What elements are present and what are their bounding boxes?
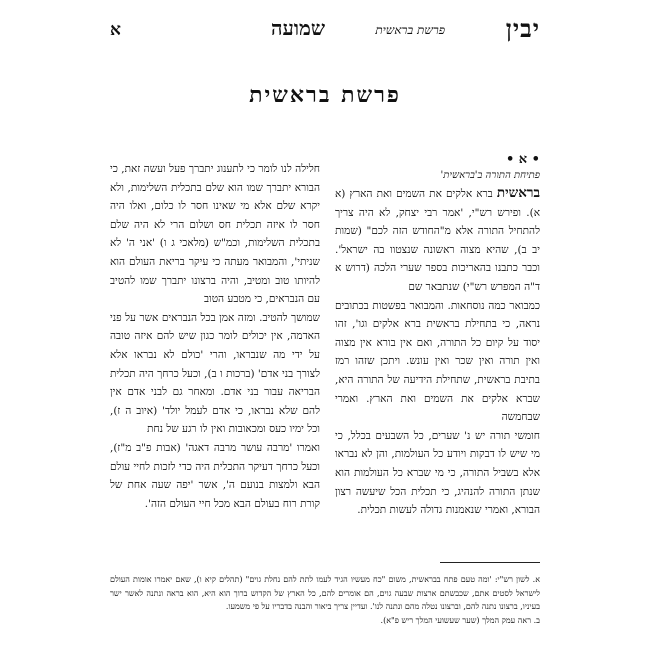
footnote: ב. ראה עמק המלך (שער שעשועי המלך ריש פ"א). [380,615,540,625]
header-parasha: פרשת בראשית [375,23,445,37]
paragraph: שמושך להטיב. ומזה אמן בכל הנבראים אשר על פני האדמה, אין יכולים לומר כגון שיש להם איזה טובה על ידי מה שנבראו, והרי 'כולם לא נבראו אלא לצורך בני אדם' (ברכות ו ב), וכעל כרחך היה תכלית הבריאה עבור בני אדם. ומאחר גם לבני אדם אין להם שלא נבראו, כי אדם לעמל יולד' (איוב ה ז), וכל ימיו כעס ומכאובות ואין לו רגע של נחת [110,311,320,436]
left-column [110,160,320,513]
header-title: יבין [505,14,540,43]
section-subtitle: פתיחת התורה ב'בראשית' [440,170,540,181]
footnote: א. לשון רש"י: 'ומה טעם פתח בבראשית, משום "כח מעשיו הגיד לעמו לתת להם נחלת גוים" (תהלים קיא ו), שאם יאמרו אומות העולם לישראל לסטים אתם, שכבשתם ארצות שבעה גוים, הם אומרים להם, כל הארץ של הקדוש ברוך הוא היא, הוא בראה ונתנה לאשר ישר בעיניו, ברצונו נתנה להם, וברצונו נטלה מהם ונתנה לנו'. ועדיין צריך ביאור והבנה בדבריו על פי משמעו. [110,575,540,611]
paragraph: חלילה לנו לומר כי לתענוג יתברך פעל ועשה זאת, כי הבורא יתברך שמו הוא שלם בתכלית השלימות, ולא יקרא שלם אלא מי שאינו חסר לו כלום, ואלו היה חסר לו איזה תכלית חס ושלום הרי לא היה שלם בתכלית השלימות, וכמ"ש (מלאכי ג ו) 'אני ה' לא שניתי', והמבואר מעתה כי עיקר בריאת העולם הוא להיותו טוב ומטיב, והיה ברצונו יתברך שמו להטיב עם הנבראים, כי מטבע הטוב [110,163,320,306]
paragraph [335,184,540,297]
paragraph: כמבואר כמה נוסחאות. והמבואר בפשטות בכתובים נראה, כי בתחילת בראשית ברא אלקים וגו', זהו יסוד על קיום כל התורה, ואם אין בורא אין מצוה ואין תורה ואין שכר ואין עונש. ויתכן שזהו רמז בתיבת בראשית, שתחילת הידיעה של התורה היא, שברא אלקים את השמים ואת הארץ. ואמרי שבחמשה [335,299,540,424]
running-header [110,14,540,44]
paragraph: חומשי תורה יש נ' שערים, כל השבעים בכלל, כי מי שיש לו דבקות ויודע כל העולמות, והן לא נבראו אלא בשביל התורה, כי מי שברא כל העולמות הוא שנתן התורה להנהיג, כי תכלית הכל שיעשה רצון הבורא, ואמרי שנאמנות גדולה לעשות תכלית. [335,429,540,517]
footnote-separator [440,562,540,563]
page-number: א [110,20,121,40]
header-title2: שמועה [271,16,325,40]
section-title: פרשת בראשית [249,82,401,108]
paragraph: ואמרו 'מרבה עושר מרבה דאגה' (אבות פ"ב מ"ז), וכעל כרחך דעיקר התכלית היה כדי לזכות לחיי עולם הבא ולמצות בנועם ה', אשר 'יפה שעה אחת של קורת רוח בעולם הבא מכל חיי העולם הזה'. [110,441,320,510]
section-number: • א • [505,152,540,167]
right-column [335,152,540,520]
paragraph-text: ברא אלקים את השמים ואת הארץ (א א). ופירש רש"י, 'אמר רבי יצחק, לא היה צריך להתחיל התורה אלא מ"החודש הזה לכם" (שמות יב ב), שהיא מצוה ראשונה שנצטוו בה ישראל'. וכבר כתבנו בהאריכות בספר שערי הלכה (דרוש א ד"ה המפרש רש"י) שנתבאר שם [335,188,540,293]
opening-word: בראשית [496,185,540,201]
footnotes [110,573,540,627]
